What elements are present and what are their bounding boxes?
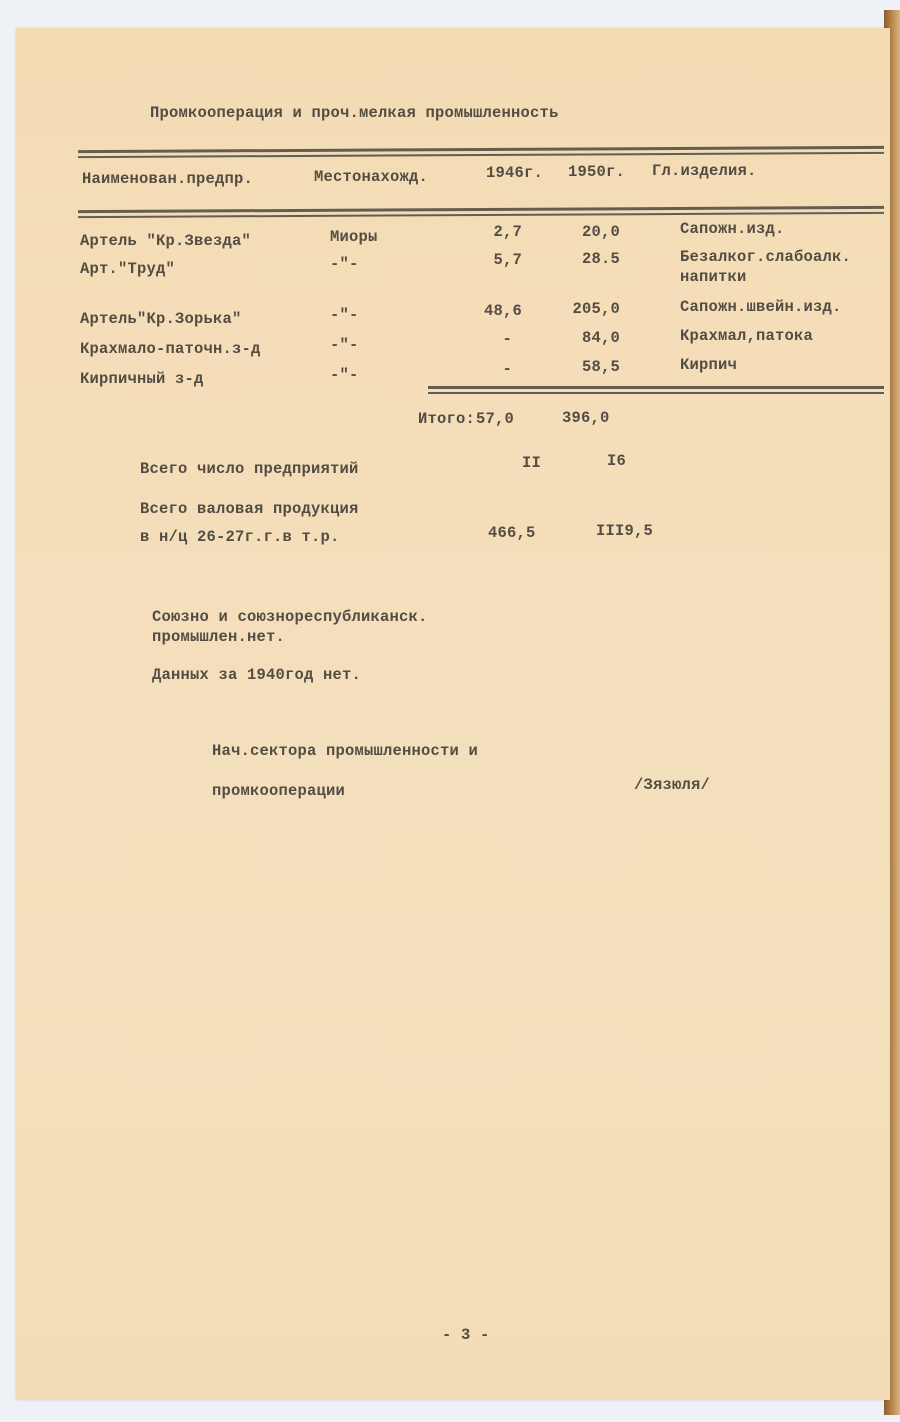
row-product: Сапожн.изд. bbox=[680, 220, 785, 238]
total-rule-2 bbox=[428, 392, 884, 394]
total-rule bbox=[428, 386, 884, 389]
header-1946: 1946г. bbox=[486, 164, 544, 182]
row-1946: - bbox=[502, 330, 512, 348]
row-location: -"- bbox=[330, 366, 359, 384]
row-1950: 84,0 bbox=[581, 329, 620, 347]
row-1946: 5,7 bbox=[493, 251, 522, 269]
row-1946: 2,7 bbox=[493, 223, 522, 241]
row-location: -"- bbox=[330, 255, 359, 273]
row-product: Кирпич bbox=[680, 356, 738, 374]
row-1950: 58,5 bbox=[581, 358, 620, 376]
row-1950: 20,0 bbox=[581, 223, 620, 241]
summary-label: Всего число предприятий bbox=[140, 460, 359, 478]
row-1950: 205,0 bbox=[572, 300, 620, 318]
header-1950: 1950г. bbox=[568, 163, 626, 181]
note-line: Союзно и союзнореспубликанск. bbox=[152, 608, 428, 626]
row-location: -"- bbox=[330, 306, 359, 324]
row-location: -"- bbox=[330, 336, 359, 354]
total-1950: 396,0 bbox=[562, 409, 610, 427]
row-name: Кирпичный з-д bbox=[80, 370, 204, 388]
row-name: Арт."Труд" bbox=[80, 260, 176, 278]
summary-1950: III9,5 bbox=[596, 522, 654, 540]
summary-label-line2: в н/ц 26-27г.г.в т.р. bbox=[140, 528, 340, 546]
header-location: Местонахожд. bbox=[314, 168, 429, 186]
summary-1950: I6 bbox=[607, 452, 627, 470]
row-name: Крахмало-паточн.з-д bbox=[80, 340, 261, 358]
summary-1946: 466,5 bbox=[488, 524, 536, 542]
document-title: Промкооперация и проч.мелкая промышленность bbox=[150, 104, 559, 122]
row-product-line2: напитки bbox=[680, 268, 747, 286]
signature-title: Нач.сектора промышленности и bbox=[212, 742, 479, 760]
header-name: Наименован.предпр. bbox=[82, 170, 254, 188]
row-name: Артель "Кр.Звезда" bbox=[80, 232, 252, 250]
signature-name: /Зязюля/ bbox=[634, 776, 711, 794]
row-1946: - bbox=[502, 360, 512, 378]
row-1946: 48,6 bbox=[483, 302, 522, 320]
row-1950: 28.5 bbox=[581, 250, 620, 268]
page-number: - 3 - bbox=[442, 1326, 490, 1344]
summary-1946: II bbox=[522, 454, 542, 472]
row-product: Крахмал,патока bbox=[680, 327, 814, 345]
signature-title-line2: промкооперации bbox=[212, 782, 346, 800]
note-line: Данных за 1940год нет. bbox=[152, 666, 362, 684]
row-product: Сапожн.швейн.изд. bbox=[680, 298, 842, 316]
total-1946: 57,0 bbox=[476, 410, 515, 428]
summary-label: Всего валовая продукция bbox=[140, 500, 359, 518]
row-name: Артель"Кр.Зорька" bbox=[80, 310, 242, 328]
row-location: Миоры bbox=[330, 228, 378, 246]
header-products: Гл.изделия. bbox=[652, 162, 757, 180]
note-line: промышлен.нет. bbox=[152, 628, 286, 646]
total-label: Итого: bbox=[418, 410, 476, 428]
row-product: Безалког.слабоалк. bbox=[680, 248, 852, 266]
